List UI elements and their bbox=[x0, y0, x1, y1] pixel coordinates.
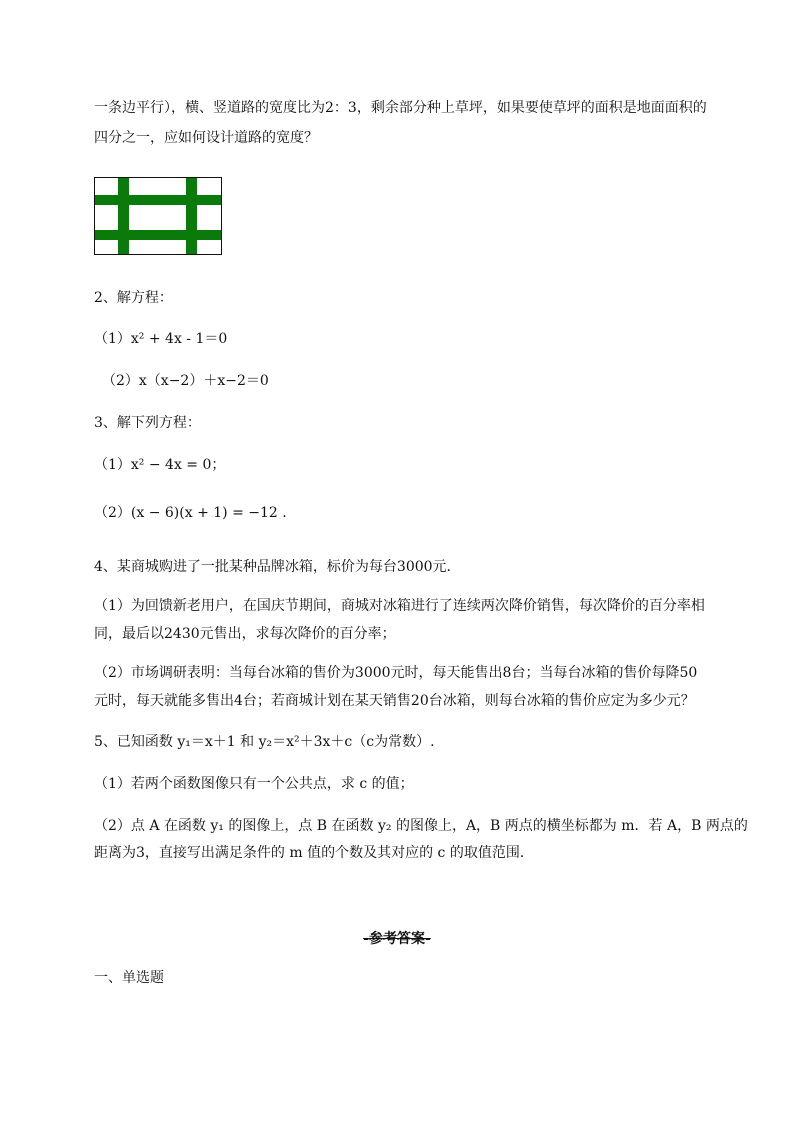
vertical-road-right bbox=[186, 178, 197, 254]
vertical-road-left bbox=[118, 178, 129, 254]
problem2-eq1: （1）x² + 4x - 1＝0 bbox=[94, 331, 228, 347]
problem4-title: 4、某商城购进了一批某种品牌冰箱，标价为每台3000元． bbox=[94, 559, 461, 575]
problem1-text-line2: 四分之一，应如何设计道路的宽度？ bbox=[94, 130, 318, 146]
problem5-part1: （1）若两个函数图像只有一个公共点，求 c 的值； bbox=[94, 776, 414, 792]
answers-heading: -参考答案- bbox=[363, 931, 431, 947]
problem2-title: 2、解方程： bbox=[94, 290, 173, 306]
problem5-part2-line1: （2）点 A 在函数 y₁ 的图像上，点 B 在函数 y₂ 的图像上，A，B 两点的横坐标都为 m．若 A，B 两点的 bbox=[94, 818, 748, 834]
problem4-part2-line2: 元时，每天就能多售出4台；若商城计划在某天销售20台冰箱，则每台冰箱的售价应定为多少元？ bbox=[94, 693, 695, 709]
problem4-part1-line1: （1）为回馈新老用户，在国庆节期间，商城对冰箱进行了连续两次降价销售，每次降价的百分率相 bbox=[94, 598, 705, 614]
horizontal-road-bottom bbox=[95, 230, 221, 240]
problem4-part2-line1: （2）市场调研表明：当每台冰箱的售价为3000元时，每天能售出8台；当每台冰箱的售价每降50 bbox=[94, 665, 698, 681]
horizontal-road-top bbox=[95, 195, 221, 205]
problem2-eq2: （2）x（x−2）＋x−2＝0 bbox=[102, 373, 269, 389]
problem1-text-line1: 一条边平行），横、竖道路的宽度比为2：3，剩余部分种上草坪，如果要使草坪的面积是地面面积的 bbox=[94, 100, 707, 116]
problem5-part2-line2: 距离为3，直接写出满足条件的 m 值的个数及其对应的 c 的取值范围． bbox=[94, 845, 534, 861]
problem3-eq1: （1）x² − 4x = 0； bbox=[94, 457, 226, 473]
problem3-title: 3、解下列方程： bbox=[94, 415, 201, 431]
problem5-title: 5、已知函数 y₁＝x＋1 和 y₂＝x²＋3x＋c（c为常数）. bbox=[94, 734, 435, 750]
problem3-eq2: （2）(x − 6)(x + 1) = −12 . bbox=[94, 505, 287, 521]
answers-section-title: 一、单选题 bbox=[94, 970, 164, 986]
road-diagram bbox=[94, 177, 222, 255]
problem4-part1-line2: 同，最后以2430元售出，求每次降价的百分率； bbox=[94, 626, 396, 642]
